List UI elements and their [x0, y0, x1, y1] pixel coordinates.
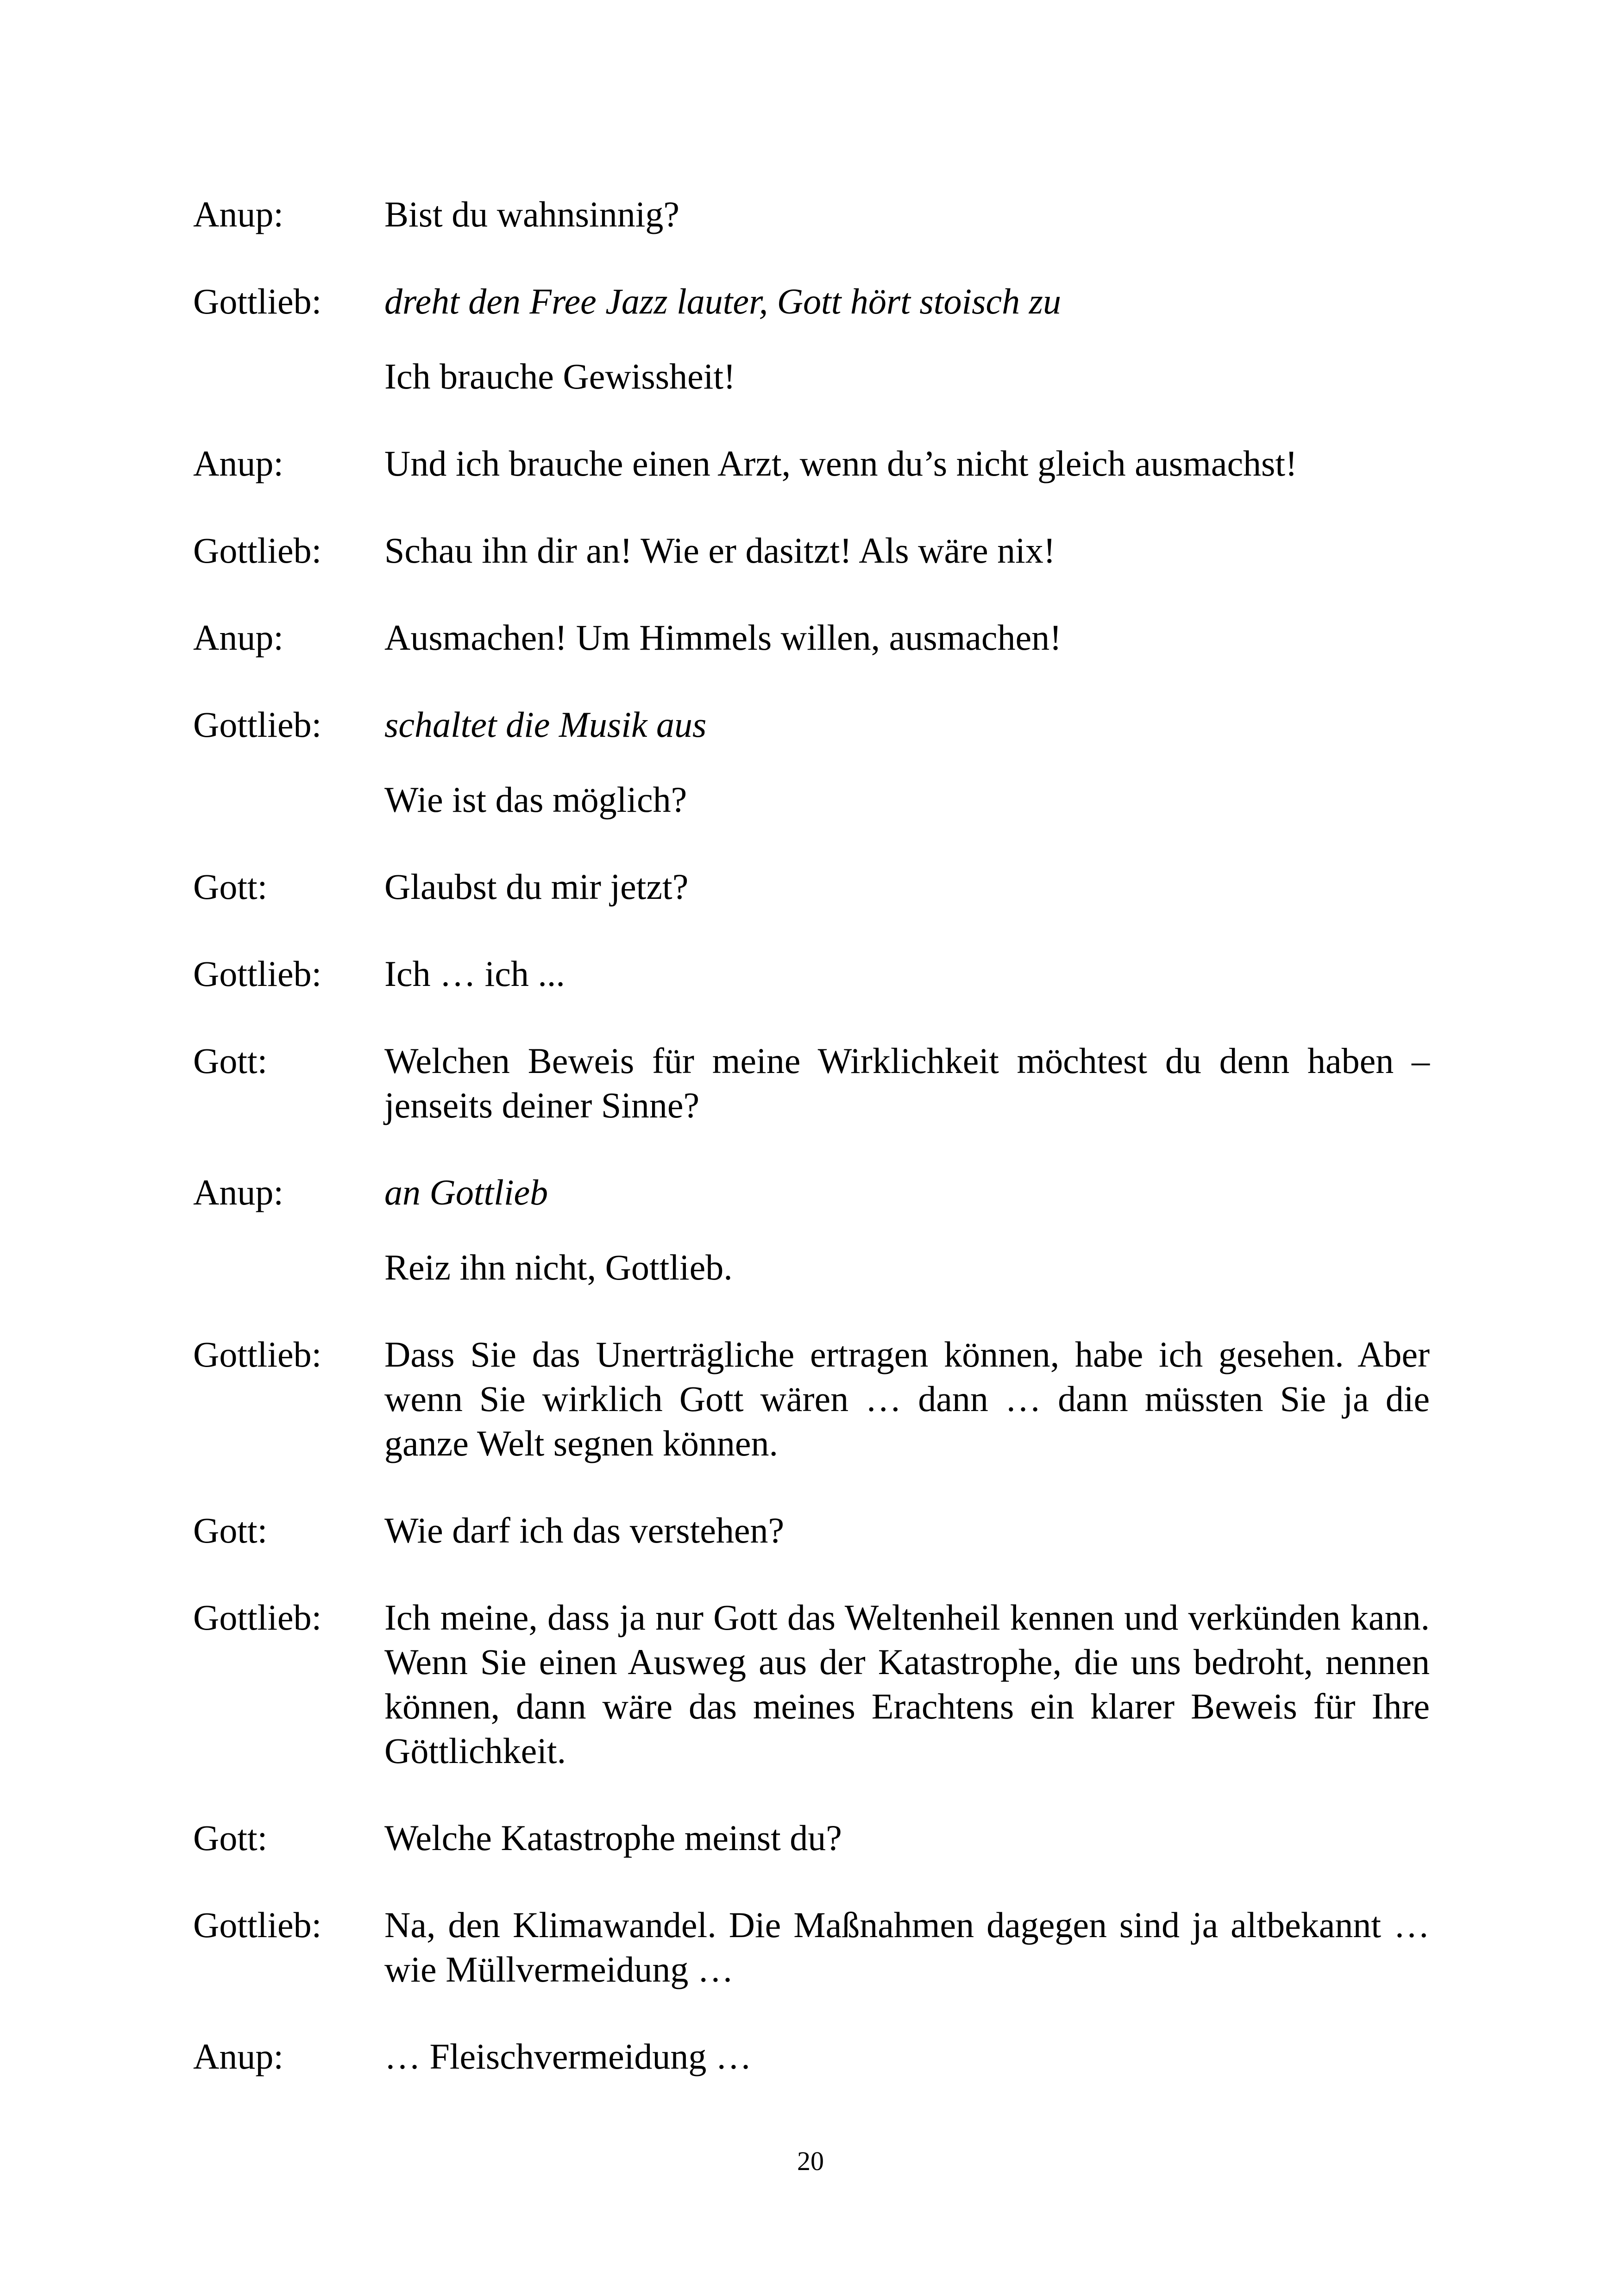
spoken-line: Dass Sie das Unerträgliche ertragen können, habe ich gesehen. Aber wenn Sie wirklich Gott wären … dann … dann müssten Sie ja die ganze Welt segnen können.	[384, 1334, 1430, 1463]
speech-block	[384, 528, 1430, 573]
speaker-name: Gottlieb:	[193, 1334, 322, 1374]
speech-block	[384, 279, 1430, 399]
speaker-name: Gottlieb:	[193, 281, 322, 321]
speech-block	[384, 703, 1430, 822]
dialogue-entry	[193, 279, 1430, 399]
speech-block	[384, 952, 1430, 996]
dialogue-entry	[193, 703, 1430, 822]
speaker-name: Gottlieb:	[193, 704, 322, 745]
speech-block	[384, 1332, 1430, 1466]
speaker-name: Gottlieb:	[193, 954, 322, 994]
dialogue-entry	[193, 1903, 1430, 1992]
dialogue-entry	[193, 865, 1430, 909]
spoken-line: Welchen Beweis für meine Wirklichkeit möchtest du denn haben – jenseits deiner Sinne?	[384, 1041, 1430, 1125]
speaker-name: Gott:	[193, 1041, 268, 1081]
speech-block	[384, 615, 1430, 660]
dialogue-entry	[193, 192, 1430, 237]
dialogue-entry	[193, 528, 1430, 573]
speech-block	[384, 2034, 1430, 2079]
dialogue-entry	[193, 1170, 1430, 1290]
spoken-line: Reiz ihn nicht, Gottlieb.	[384, 1247, 733, 1287]
dialogue-entry	[193, 1508, 1430, 1553]
stage-direction: an Gottlieb	[384, 1172, 548, 1212]
speech-block	[384, 1903, 1430, 1992]
speaker-name: Gottlieb:	[193, 1905, 322, 1945]
dialogue-entry	[193, 952, 1430, 996]
speech-block	[384, 1816, 1430, 1860]
speaker-name: Anup:	[193, 194, 283, 234]
spoken-line: Na, den Klimawandel. Die Maßnahmen dagegen sind ja altbekannt … wie Müllvermeidung …	[384, 1905, 1430, 1989]
dialogue-entry	[193, 1595, 1430, 1773]
spoken-line: Glaubst du mir jetzt?	[384, 866, 689, 907]
speaker-name: Anup:	[193, 443, 283, 483]
speaker-name: Anup:	[193, 2036, 283, 2076]
spoken-line: Ich meine, dass ja nur Gott das Weltenheil kennen und verkünden kann. Wenn Sie einen Ausweg aus der Katastrophe, die uns bedroht, nennen können, dann wäre das meines Erachtens ein klarer Beweis für Ihre Göttlichkeit.	[384, 1597, 1430, 1771]
dialogue-entry	[193, 1332, 1430, 1466]
dialogue-list	[193, 192, 1430, 2121]
stage-direction: schaltet die Musik aus	[384, 704, 707, 745]
stage-direction: dreht den Free Jazz lauter, Gott hört stoisch zu	[384, 281, 1061, 321]
speaker-name: Gott:	[193, 1510, 268, 1550]
dialogue-entry	[193, 441, 1430, 486]
speaker-name: Gott:	[193, 1818, 268, 1858]
page-number: 20	[797, 2146, 824, 2176]
dialogue-entry	[193, 2034, 1430, 2079]
spoken-line: Ausmachen! Um Himmels willen, ausmachen!	[384, 617, 1062, 658]
spoken-line: Wie darf ich das verstehen?	[384, 1510, 785, 1550]
dialogue-entry	[193, 1039, 1430, 1128]
spoken-line: Welche Katastrophe meinst du?	[384, 1818, 842, 1858]
speaker-name: Anup:	[193, 617, 283, 658]
dialogue-entry	[193, 1816, 1430, 1860]
speaker-name: Gottlieb:	[193, 530, 322, 571]
spoken-line: Und ich brauche einen Arzt, wenn du’s nicht gleich ausmachst!	[384, 443, 1298, 483]
speaker-name: Gott:	[193, 866, 268, 907]
speech-block	[384, 1170, 1430, 1290]
speech-block	[384, 192, 1430, 237]
speech-block	[384, 1039, 1430, 1128]
spoken-line: Ich … ich ...	[384, 954, 565, 994]
speech-block	[384, 865, 1430, 909]
speaker-name: Anup:	[193, 1172, 283, 1212]
spoken-line: Bist du wahnsinnig?	[384, 194, 679, 234]
speaker-name: Gottlieb:	[193, 1597, 322, 1637]
dialogue-entry	[193, 615, 1430, 660]
spoken-line: … Fleischvermeidung …	[384, 2036, 752, 2076]
spoken-line: Wie ist das möglich?	[384, 779, 687, 820]
spoken-line: Schau ihn dir an! Wie er dasitzt! Als wäre nix!	[384, 530, 1056, 571]
speech-block	[384, 441, 1430, 486]
speech-block	[384, 1595, 1430, 1773]
speech-block	[384, 1508, 1430, 1553]
spoken-line: Ich brauche Gewissheit!	[384, 356, 736, 396]
